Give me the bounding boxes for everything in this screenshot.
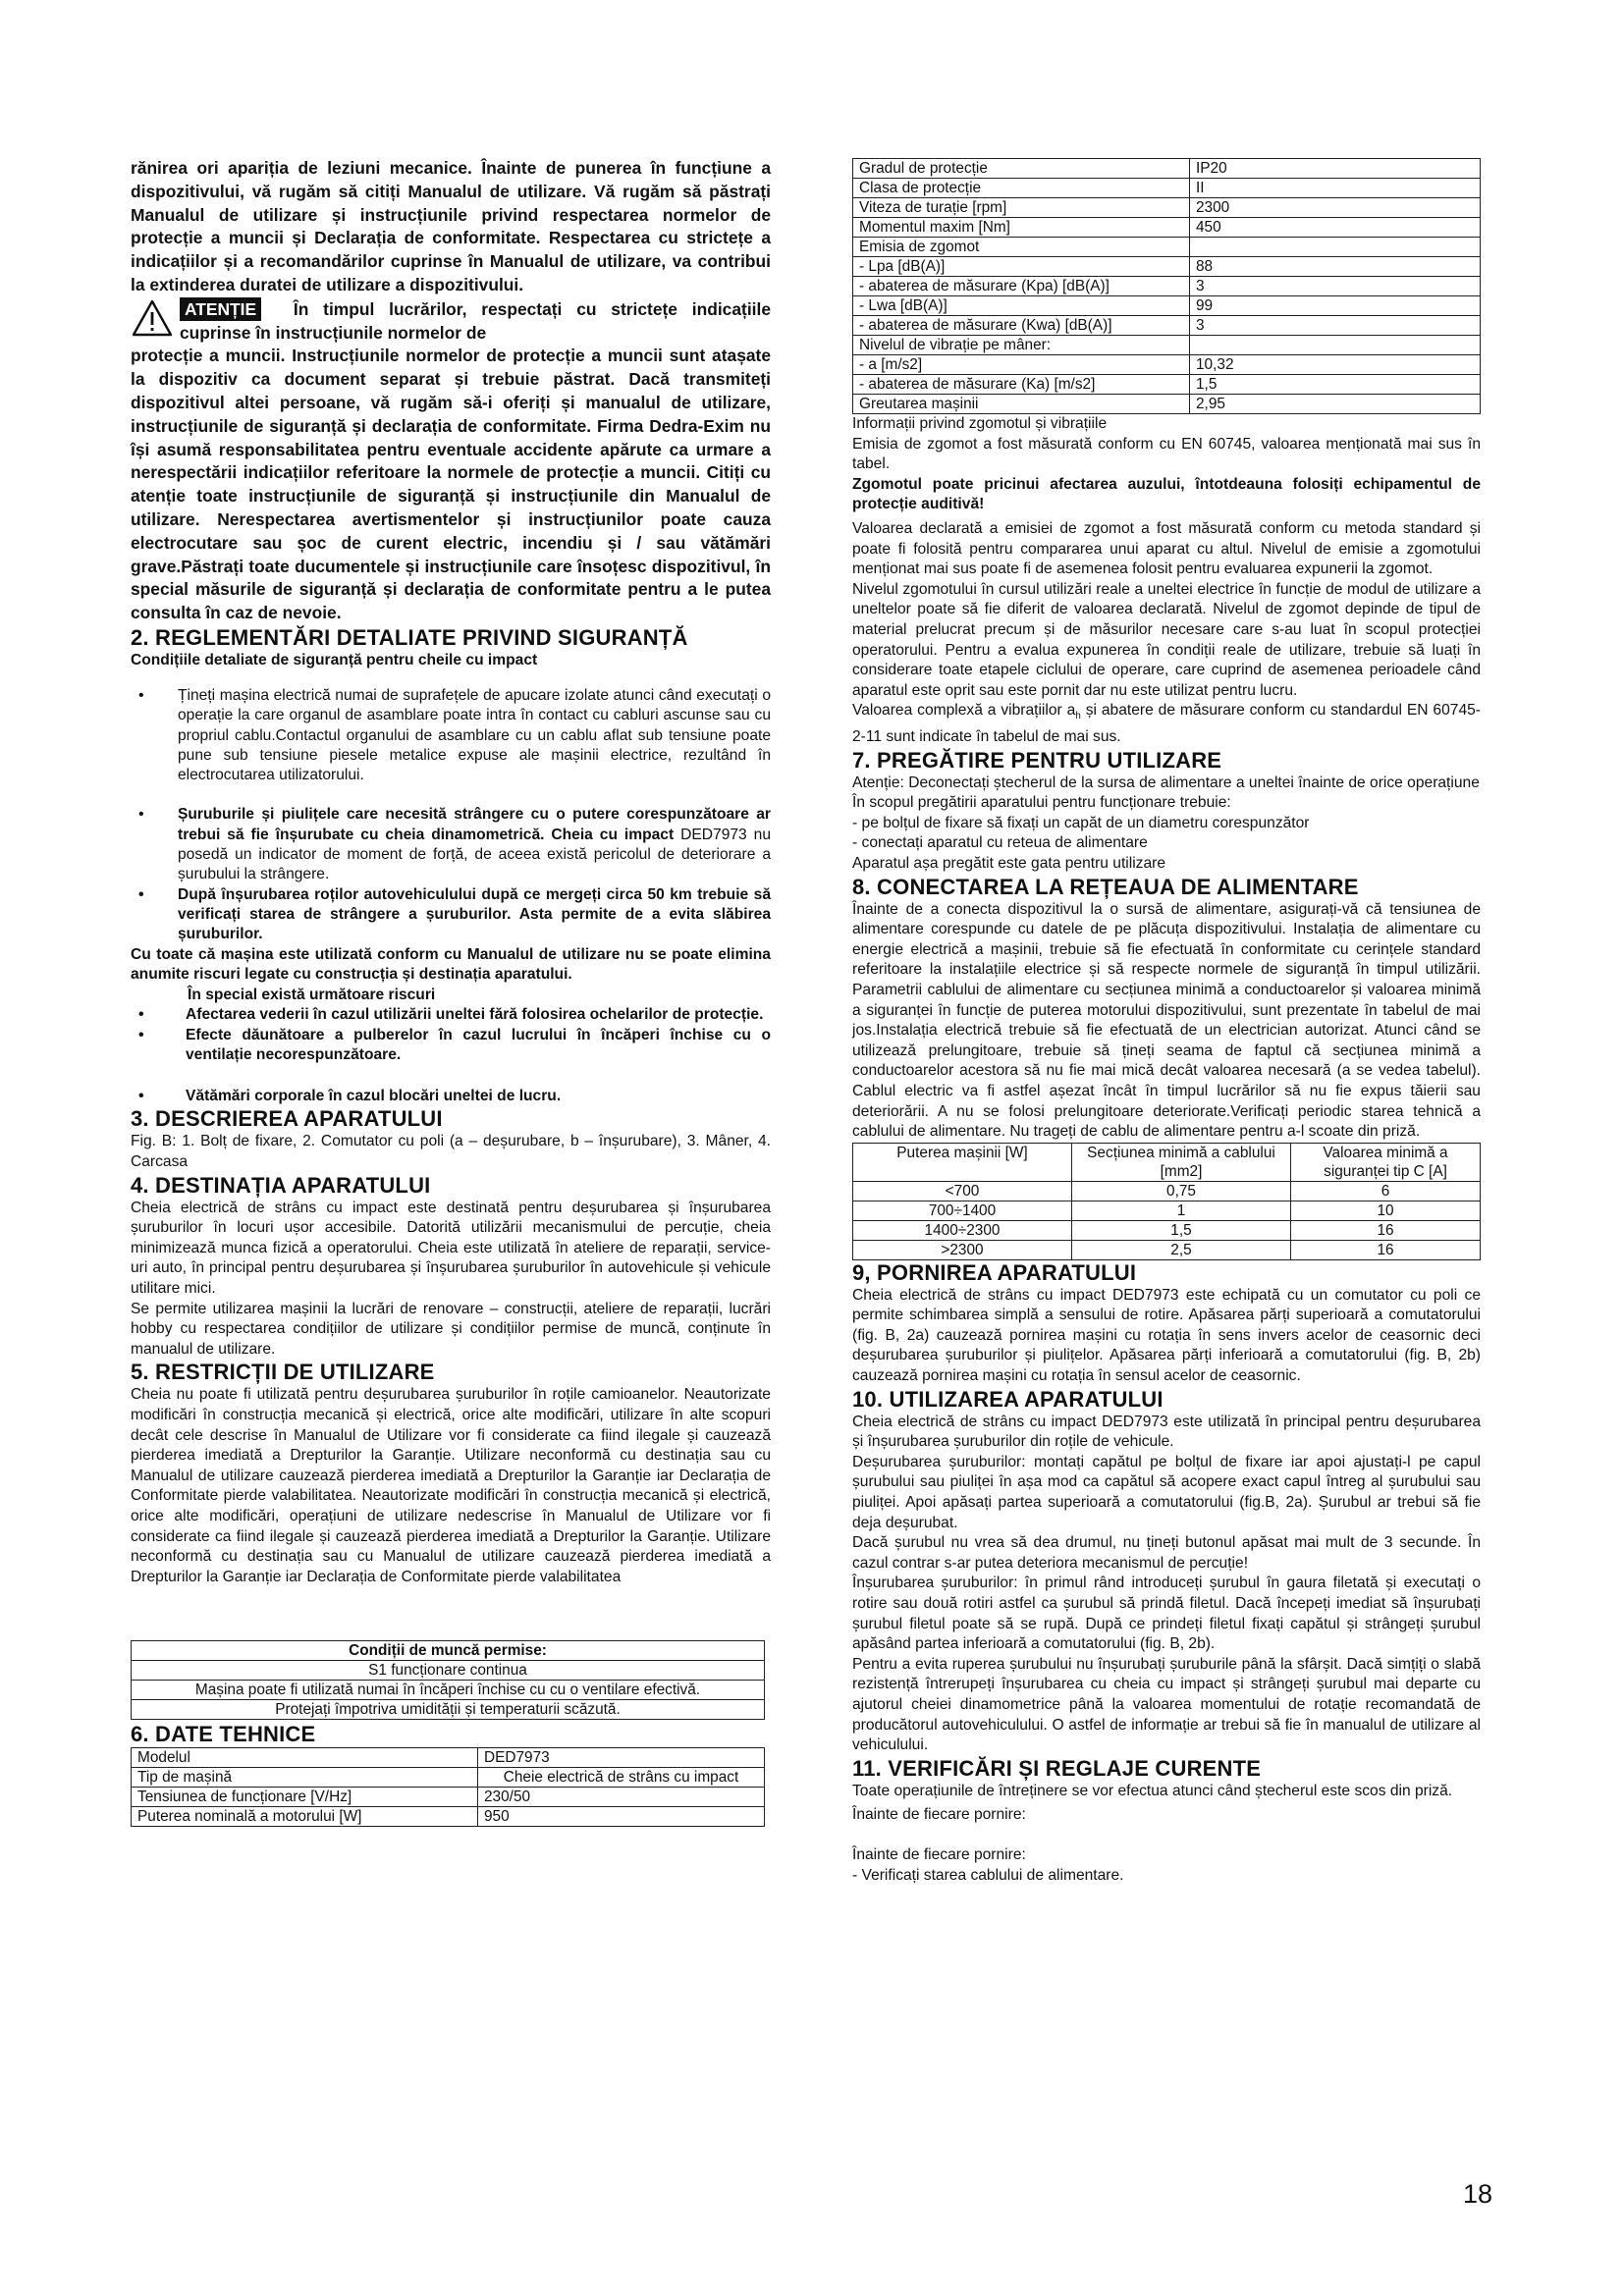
tech-table bbox=[131, 1747, 765, 1827]
section-11-text: Înainte de fiecare pornire: bbox=[852, 1806, 1026, 1824]
table-row: Tip de mașină Cheie electrică de strâns cu impact bbox=[132, 1768, 765, 1788]
section-7-line: Atenție: Deconectați ștecherul de la sursa de alimentare a uneltei înainte de orice operațiune bbox=[852, 774, 1480, 791]
section-11-text: Toate operațiunile de întreținere se vor efectua atunci când ștecherul este scos din priză. bbox=[852, 1782, 1453, 1799]
risk-text: Cu toate că mașina este utilizată conform cu Manualul de utilizare nu se poate elimina anumite riscuri legate cu construcția și destinația aparatului. bbox=[131, 945, 771, 984]
section-7-line: Aparatul așa pregătit este gata pentru utilizare bbox=[852, 854, 1166, 872]
table-row: Nivelul de vibrație pe mâner: bbox=[853, 336, 1481, 355]
conditions-line: Mașina poate fi utilizată numai în încăperi închise cu cu o ventilare efectivă. bbox=[132, 1681, 765, 1700]
table-row: 700÷1400 1 10 bbox=[853, 1201, 1481, 1220]
section-11-title: 11. VERIFICĂRI ȘI REGLAJE CURENTE bbox=[852, 1755, 1262, 1781]
list-item: • Afectarea vederii în cazul utilizării uneltei fără folosirea ochelarilor de protecție. bbox=[131, 1005, 771, 1025]
table-row: Puterea nominală a motorului [W] 950 bbox=[132, 1807, 765, 1827]
list-item: • Șuruburile și piulițele care necesită strângere cu o putere corespunzătoare ar trebui să fie înșurubate cu cheia dinamometrică. Cheia cu impact DED7973 nu posedă un indicator de moment de forță, de aceea există pericolul de deteriorare a șurubului la strângere. bbox=[131, 805, 771, 884]
section-11-text: - Verificați starea cablului de alimentare. bbox=[852, 1866, 1124, 1884]
section-7-title: 7. PREGĂTIRE PENTRU UTILIZARE bbox=[852, 747, 1222, 773]
list-item: • Efecte dăunătoare a pulberelor în cazul lucrului în încăperi închise cu o ventilație necorespunzătoare. bbox=[131, 1026, 771, 1066]
left-column bbox=[131, 157, 771, 1827]
section-8-text: Înainte de a conecta dispozitivul la o sursă de alimentare, asigurați-vă că tensiunea de alimentare corespunde cu datele de pe plăcuța dispozitivului. Instalația de alimentare cu energie electrică a mașinii, trebuie să fie efectuată în conformitate cu cerințele standard referitoare la instalațiile electrice și să respecte normele de siguranță în timpul utilizării. Parametrii cablului de alimentare cu secțiunea minimă a conductoarelor și valoarea minimă a siguranței în funcție de puterea motorului dispozitivului, sunt prezentate în tabelul de mai jos.Instalația electrică trebuie să fie efectuată de un electrician autorizat. Atunci când se utilizează prelungitoare, trebuie să țineți seama de faptul că secțiunea minimă a conductoarelor acestora să nu fie mai mică decât valoarea necesară (a se vedea tabelul). Cablul electric va fi astfel așezat încât în timpul lucrărilor să nu fie expus tăierii sau deteriorării. A nu se folosi prelungitoare deteriorate.Verificați periodic starea tehnică a cablului de alimentare. Nu trageți de cablu de alimentare pentru a-l scoate din priză. bbox=[852, 900, 1481, 1141]
table-row: Clasa de protecție II bbox=[853, 179, 1481, 198]
intro-text: rănirea ori apariția de leziuni mecanice. Înainte de punerea în funcțiune a dispozitivului, vă rugăm să citiți Manualul de utilizare. Vă rugăm să păstrați Manualul de utilizare și instrucțiunile privind respectarea normelor de protecție a muncii și Declarația de conformitate. Respectarea cu strictețe a indicațiilor și a recomandărilor cuprinse în Manualul de utilizare, va contribui la extinderea duratei de utilizare a dispozitivului. bbox=[131, 158, 771, 294]
table-row: Momentul maxim [Nm] 450 bbox=[853, 218, 1481, 238]
section-10-text: Înșurubarea șuruburilor: în primul rând introduceți șurubul în gaura filetată și executați o rotire sau două rotiri astfel ca șurubul să prindă filetul. Dacă începeți imediat să înșurubați șurubul filetul poate să se rupă. După ce prindeți filetul fixați capătul și strângeți șurubul apăsând partea inferioară a comutatorului (fig. B, 2b). bbox=[852, 1575, 1481, 1653]
warning-triangle-icon bbox=[131, 298, 174, 338]
section-11-text: Înainte de fiecare pornire: bbox=[852, 1845, 1026, 1863]
section-10-title: 10. UTILIZAREA APARATULUI bbox=[852, 1386, 1164, 1412]
risk-heading: În special există următoare riscuri bbox=[188, 986, 436, 1003]
table-row: Greutarea mașinii 2,95 bbox=[853, 395, 1481, 414]
noise-text: Emisia de zgomot a fost măsurată conform cu EN 60745, valoarea menționată mai sus în tabel. bbox=[852, 435, 1481, 473]
list-item: • Țineți mașina electrică numai de suprafețele de apucare izolate atunci când executați o operație la care organul de asamblare poate intra în contact cu cabluri ascunse sau cu propriul cablu.Contactul organului de asamblare cu un cablu aflat sub tensiune poate pune sub tensiune piesele metalice expuse ale mașinii electrice, rezultând în electrocutarea utilizatorului. bbox=[131, 686, 771, 785]
table-row: - abaterea de măsurare (Ka) [m/s2] 1,5 bbox=[853, 375, 1481, 395]
conditions-title: Condiții de muncă permise: bbox=[132, 1641, 765, 1661]
warning-text: protecție a muncii. Instrucțiunile normelor de protecție a muncii sunt atașate la dispozitiv ca document separat și trebuie păstrat. Dacă transmiteți dispozitivul altei persoane, vă rugăm să-i oferiți și manualul de utilizare, instrucțiunile de siguranță și declarația de conformitate. Firma Dedra-Exim nu își asumă responsabilitatea pentru eventuale accidente apărute ca urmare a nerespectării indicațiilor referitoare la normele de protecție a muncii. Citiți cu atenție toate instrucțiunile de siguranță și instrucțiunile din Manualul de utilizare. Nerespectarea avertismentelor și instrucțiunilor poate cauza electrocutare sau șoc de curent electric, incendiu și / sau vătămări grave.Păstrați toate ducumentele și instrucțiunile care însoțesc dispozitivul, în special măsurile de siguranță și declarația de conformitate pentru a le putea consulta în caz de nevoie. bbox=[131, 346, 771, 623]
section-2-title: 2. REGLEMENTĂRI DETALIATE PRIVIND SIGURANȚĂ bbox=[131, 624, 688, 650]
table-row: - abaterea de măsurare (Kpa) [dB(A)] 3 bbox=[853, 277, 1481, 296]
table-row: >2300 2,5 16 bbox=[853, 1240, 1481, 1259]
table-row: <700 0,75 6 bbox=[853, 1181, 1481, 1201]
table-row: Emisia de zgomot bbox=[853, 238, 1481, 257]
table-header-row: Puterea mașinii [W] Secțiunea minimă a cablului [mm2] Valoarea minimă a siguranței tip C [A] bbox=[853, 1143, 1481, 1181]
right-column bbox=[852, 158, 1481, 1886]
noise-heading: Informații privind zgomotul și vibrațiile bbox=[852, 415, 1108, 432]
section-9-text: Cheia electrică de strâns cu impact DED7973 este echipată cu un comutator cu poli ce permite schimbarea simplă a sensului de rotire. Apăsarea părți superioară a comutatorului (fig. B, 2a) cauzează pornirea mașini cu rotația în sens invers acelor de ceasornic deci deșurubarea șuruburilor și piulițelor. Apăsarea părți inferioară a comutatorului (fig. B, 2b) cauzează pornirea mașini cu rotația în sensul acelor de ceasornic. bbox=[852, 1286, 1481, 1385]
vibration-text: Valoarea complexă a vibrațiilor $a_h$ și abatere de măsurare conform cu standardul EN 60745-2-11 sunt indicate în tabelul de mai sus. bbox=[852, 702, 1481, 746]
section-7-line: - pe bolțul de fixare să fixați un capăt de un diametru corespunzător bbox=[852, 814, 1310, 831]
section-4-text-2: Se permite utilizarea mașinii la lucrări de renovare – construcții, ateliere de reparații, lucrări hobby cu respectarea condițiilor de utilizare și condițiilor permise de muncă, conținute în manualul de utilizare. bbox=[131, 1300, 771, 1358]
section-3-text: Fig. B: 1. Bolț de fixare, 2. Comutator cu poli (a – deșurubare, b – înșurubare), 3. Mâner, 4. Carcasa bbox=[131, 1133, 771, 1171]
safety-list bbox=[131, 686, 771, 945]
table-row: 1400÷2300 1,5 16 bbox=[853, 1220, 1481, 1240]
section-10-text: Deșurubarea șuruburilor: montați capătul pe bolțul de fixare iar apoi ajustați-l pe capul șurubului sau piuliței în așa mod ca capătul să acopere exact capul întreg al șurubului sau piuliței. Apoi apăsați partea superioară a comutatorului (fig.B, 2a). Șurubul ar trebui să fie deja deșurubat. bbox=[852, 1453, 1481, 1531]
spec-table bbox=[852, 158, 1481, 414]
warning-block bbox=[131, 298, 771, 346]
noise-text-3: Nivelul zgomotului în cursul utilizări reale a uneltei electrice în funcție de modul de utilizare a uneltelor poate să fie diferit de valoarea declarată. Nivelul de zgomot depinde de tipul de material prelucrat precum și de măsurilor necesare care s-au luat în scopul protecției operatorului. Pentru a evalua expunerea în condiții reale de utilizare, trebuie să luați în considerare toate etapele ciclului de operare, care cuprind de asemenea perioadele când aparatul este oprit sau este pornit dar nu este utilizat pentru lucru. bbox=[852, 580, 1481, 699]
section-10-text: Pentru a evita ruperea șurubului nu înșurubați șuruburile până la sfârșit. Dacă simțiți o slabă rezistență întrerupeți înșurubarea cu cheia cu impact și strângeți șurubul mai departe cu ajutorul cheiei dinamometrice până la valoarea momentului de rotație recomandată de producătorul autovehiculului. O astfel de informație ar trebui să fie în manualul de utilizare al vehiculului. bbox=[852, 1655, 1481, 1754]
section-5-text: Cheia nu poate fi utilizată pentru deșurubarea șuruburilor în roțile camioanelor. Neautorizate modificări în construcția mecanică și electrică, orice alte modificări, utilizare în alte scopuri decât cele descrise în Manualul de Utilizare vor fi considerate ca fiind ilegale și cauzează pierderea imediată a Drepturilor la Garanție. Utilizare neconformă cu destinația sau cu Manualul de utilizare cauzează pierderea imediată a Drepturilor la Garanție iar Declarația de Conformitate pierde valabilitatea. Neautorizate modificări în construcția mecanică și electrică, orice alte modificări, operațiuni de utilizare nedescrise în Manualul de Utilizare vor fi considerate ca fiind ilegale și cauzează pierderea imediată a Drepturilor la Garanție. Utilizare neconformă cu destinația sau cu Manualul de utilizare cauzează pierderea imediată a Drepturilor la Garanție iar Declarația de Conformitate pierde valabilitatea bbox=[131, 1386, 771, 1585]
section-5-title: 5. RESTRICȚII DE UTILIZARE bbox=[131, 1360, 435, 1385]
section-9-title: 9, PORNIREA APARATULUI bbox=[852, 1259, 1137, 1285]
conditions-line: S1 funcționare continua bbox=[132, 1661, 765, 1681]
table-row: Gradul de protecție IP20 bbox=[853, 159, 1481, 179]
section-3-title: 3. DESCRIEREA APARATULUI bbox=[131, 1106, 443, 1132]
table-row: - Lpa [dB(A)] 88 bbox=[853, 257, 1481, 277]
warning-badge: ATENȚIE bbox=[180, 297, 261, 321]
table-row: Tensiunea de funcționare [V/Hz] 230/50 bbox=[132, 1788, 765, 1807]
warning-first-line: În timpul lucrărilor, respectați cu strictețe indicațiile cuprinse în instrucțiunile normelor de bbox=[180, 298, 771, 343]
cable-table bbox=[852, 1143, 1481, 1260]
table-row: - Lwa [dB(A)] 99 bbox=[853, 296, 1481, 316]
section-4-title: 4. DESTINAȚIA APARATULUI bbox=[131, 1172, 431, 1198]
section-4-text: Cheia electrică de strâns cu impact este destinată pentru deșurubarea și înșurubarea șuruburilor în locuri ușor accesibile. Datorită utilizării mecanismului de percuție, cheia minimizează munca fizică a operatorului. Cheia este utilizată în ateliere de reparații, service-uri auto, în principal pentru deșurubarea și înșurubarea șuruburilor în autovehicule și vehicule utilitare mici. bbox=[131, 1199, 771, 1298]
section-7-line: În scopul pregătirii aparatului pentru funcționare trebuie: bbox=[852, 794, 1231, 812]
section-8-title: 8. CONECTAREA LA REȚEAUA DE ALIMENTARE bbox=[852, 874, 1359, 899]
section-6-title: 6. DATE TEHNICE bbox=[131, 1722, 316, 1747]
table-row: - a [m/s2] 10,32 bbox=[853, 355, 1481, 375]
table-row: Modelul DED7973 bbox=[132, 1748, 765, 1768]
noise-text-2: Valoarea declarată a emisiei de zgomot a fost măsurată conform cu metoda standard și poate fi folosită pentru compararea unui aparat cu altul. Nivelul de emisie a zgomotului menționat mai sus poate fi de asemenea folosit pentru evaluarea expunerii la zgomot. bbox=[852, 519, 1481, 578]
section-7-line: - conectați aparatul cu reteua de alimentare bbox=[852, 834, 1148, 852]
list-item: • Vătămări corporale în cazul blocări uneltei de lucru. bbox=[131, 1087, 771, 1106]
table-row: - abaterea de măsurare (Kwa) [dB(A)] 3 bbox=[853, 316, 1481, 336]
table-row: Viteza de turație [rpm] 2300 bbox=[853, 198, 1481, 218]
conditions-box bbox=[131, 1640, 765, 1720]
conditions-line: Protejați împotriva umidității și temperaturii scăzută. bbox=[132, 1700, 765, 1720]
list-item: • După înșurubarea roților autovehiculului după ce mergeți circa 50 km trebuie să verificați starea de strângere a șuruburilor. Asta permite de a evita slăbirea șuruburilor. bbox=[131, 885, 771, 945]
page-number: 18 bbox=[1463, 2179, 1493, 2209]
section-2-subtitle: Condițiile detaliate de siguranță pentru cheile cu impact bbox=[131, 651, 538, 668]
section-10-text: Cheia electrică de strâns cu impact DED7973 este utilizată în principal pentru deșurubarea și înșurubarea șuruburilor din roțile de vehicule. bbox=[852, 1413, 1481, 1451]
risk-list bbox=[131, 1005, 771, 1106]
section-10-text: Dacă șurubul nu vrea să dea drumul, nu țineți butonul apăsat mai mult de 3 secunde. În cazul contrar s-ar putea deteriora mecanismul de percuție! bbox=[852, 1534, 1481, 1572]
noise-warning: Zgomotul poate pricinui afectarea auzului, întotdeauna folosiți echipamentul de protecție auditivă! bbox=[852, 475, 1481, 513]
